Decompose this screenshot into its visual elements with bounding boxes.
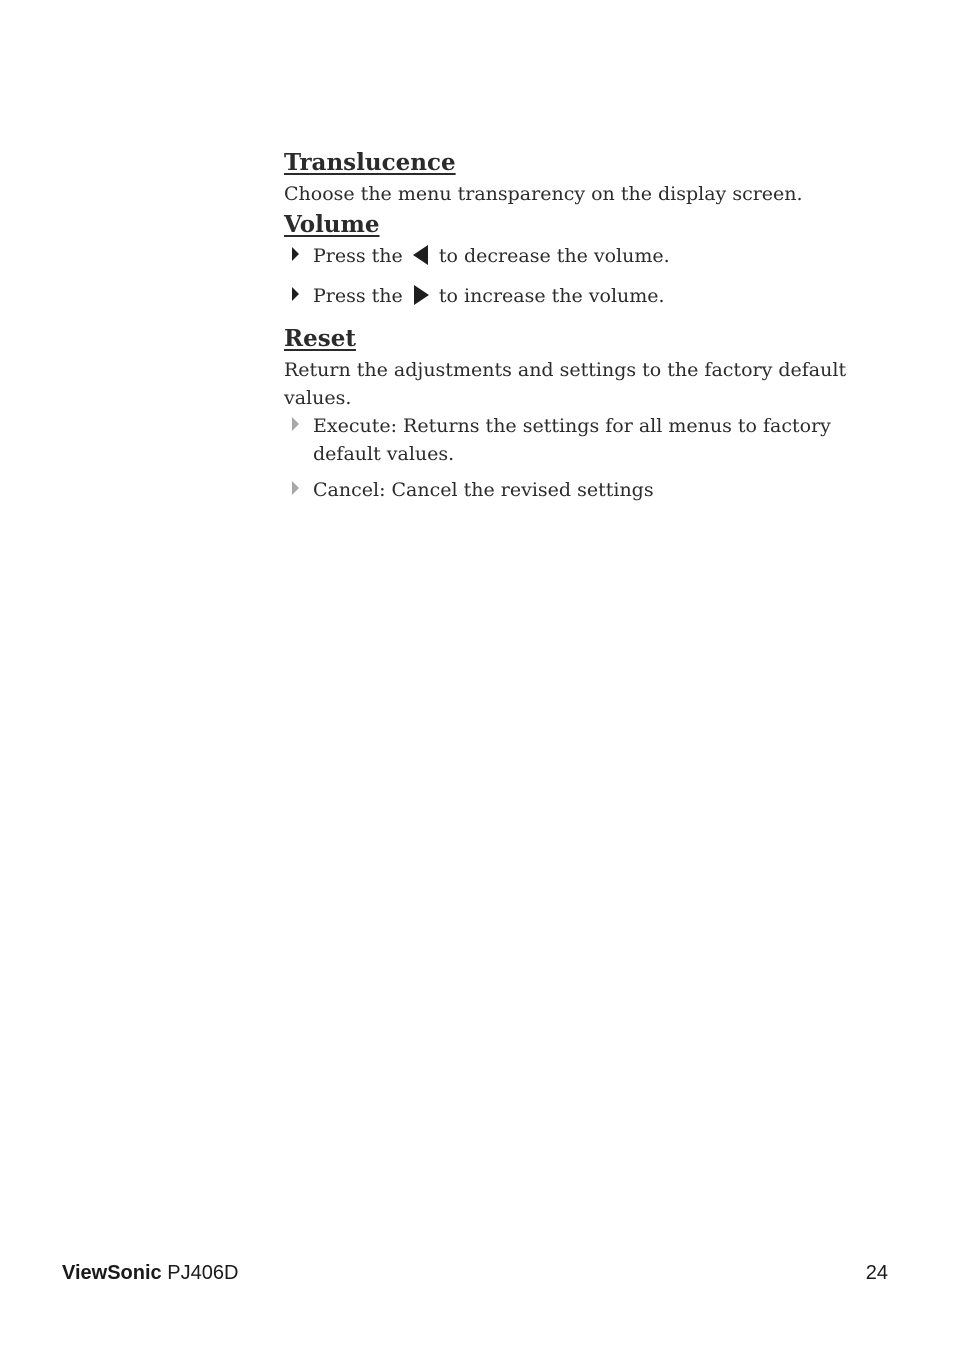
footer-brand-name: ViewSonic (62, 1262, 162, 1284)
bullet-arrow-icon (292, 247, 299, 261)
reset-heading: Reset (284, 325, 356, 352)
manual-content (284, 146, 894, 512)
volume-list (284, 242, 894, 313)
volume-item-prefix: Press the (313, 285, 403, 307)
volume-heading: Volume (284, 211, 380, 238)
reset-item-text: Cancel: Cancel the revised settings (313, 479, 654, 501)
right-arrow-icon (413, 285, 429, 313)
reset-description: Return the adjustments and settings to the factory default values. (284, 359, 847, 409)
reset-item-text: Execute: Returns the settings for all menus to factory default values. (313, 415, 831, 465)
left-arrow-icon (413, 245, 429, 273)
list-item (284, 412, 894, 468)
footer-model-name: PJ406D (167, 1262, 239, 1284)
translucence-heading: Translucence (284, 149, 456, 176)
bullet-arrow-icon (292, 481, 299, 495)
volume-item-suffix: to decrease the volume. (438, 245, 670, 267)
reset-list (284, 412, 894, 504)
reset-section (284, 322, 894, 504)
footer-product (62, 1262, 238, 1285)
translucence-description: Choose the menu transparency on the display screen. (284, 183, 803, 205)
bullet-arrow-icon (292, 417, 299, 431)
volume-item-suffix: to increase the volume. (438, 285, 665, 307)
translucence-section (284, 146, 894, 208)
list-item (284, 242, 894, 273)
list-item (284, 476, 894, 504)
bullet-arrow-icon (292, 287, 299, 301)
volume-section (284, 208, 894, 313)
list-item (284, 282, 894, 313)
page-number: 24 (865, 1262, 888, 1284)
volume-item-prefix: Press the (313, 245, 403, 267)
